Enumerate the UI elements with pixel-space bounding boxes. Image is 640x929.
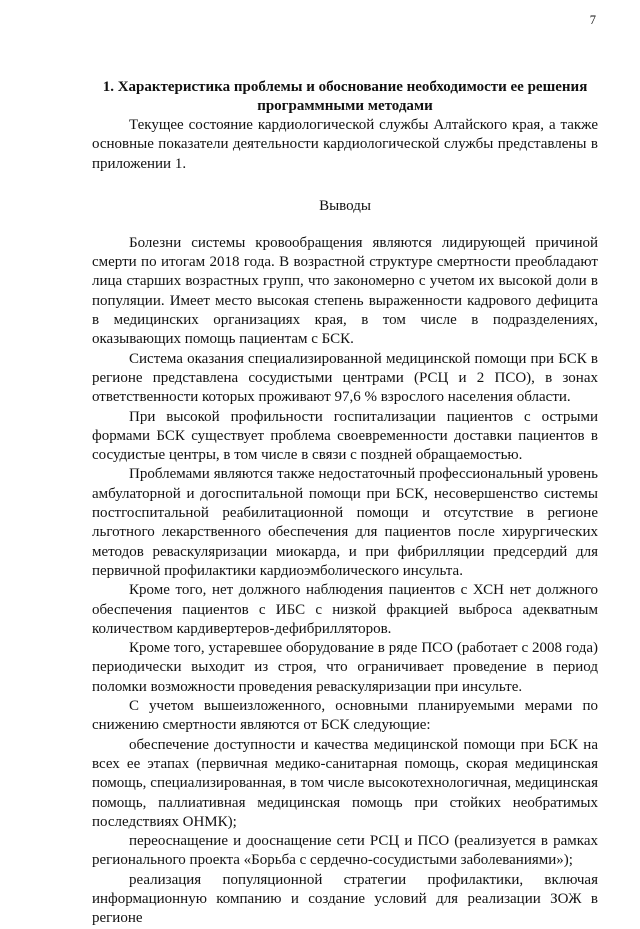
list-paragraph: реализация популяционной стратегии профилактики, включая информационную компанию и создание условий для реализации ЗОЖ в регионе (92, 871, 598, 927)
paragraph: Кроме того, устаревшее оборудование в ряде ПСО (работает с 2008 года) периодически выходит из строя, что ограничивает проведение в период поломки возможности проведения реваскуляризации при инсульте. (92, 640, 598, 695)
conclusions-title: Выводы (319, 197, 371, 214)
paragraph: Болезни системы кровообращения являются лидирующей причиной смерти по итогам 2018 года. В возрастной структуре смертности преобладают лица старших возрастных групп, что закономерно с учетом их высокой доли в популяции. Имеет место высокая степень выраженности кадрового дефицита в медицинских организациях края, в том числе в подразделениях, оказывающих помощь пациентам с БСК. (92, 234, 598, 348)
list-paragraph: обеспечение доступности и качества медицинской помощи при БСК на всех ее этапах (первичная медико-санитарная помощь, скорая медицинская помощь, специализированная, в том числе высокотехнологичная, медицинская помощь, паллиативная медицинская помощь при стойких необратимых последствиях ОНМК); (92, 736, 598, 830)
page-number: 7 (589, 13, 596, 27)
paragraph: При высокой профильности госпитализации пациентов с острыми формами БСК существует проблема своевременности доставки пациентов в сосудистые центры, в том числе в связи с поздней обращаемостью. (92, 408, 598, 464)
paragraph: Проблемами являются также недостаточный профессиональный уровень амбулаторной и догоспитальной помощи при БСК, несовершенство системы постгоспитальной реабилитационной помощи и отсутствие в регионе льготного лекарственного обеспечения для пациентов после хирургических методов реваскуляризации миокарда, и при фибрилляции предсердий для первичной профилактики кардиоэмболического инсульта. (92, 466, 598, 579)
paragraph: Кроме того, нет должного наблюдения пациентов с ХСН нет должного обеспечения пациентов с ИБС с низкой фракцией выброса адекватным количеством кардивертеров-дефибрилляторов. (92, 582, 598, 637)
section-heading: 1. Характеристика проблемы и обоснование необходимости ее решения программными методами (102, 79, 588, 114)
list-paragraph: переоснащение и дооснащение сети РСЦ и ПСО (реализуется в рамках регионального проекта «Борьба с сердечно-сосудистыми заболеваниями»); (92, 833, 598, 869)
paragraph: Система оказания специализированной медицинской помощи при БСК в регионе представлена сосудистыми центрами (РСЦ и 2 ПСО), в зонах ответственности которых проживают 97,6 % взрослого населения области. (92, 350, 598, 406)
intro-paragraph: Текущее состояние кардиологической службы Алтайского края, а также основные показатели деятельности кардиологической службы представлены в приложении 1. (92, 117, 598, 172)
paragraph: С учетом вышеизложенного, основными планируемыми мерами по снижению смертности являются от БСК следующие: (92, 698, 598, 734)
document-body (92, 78, 598, 929)
